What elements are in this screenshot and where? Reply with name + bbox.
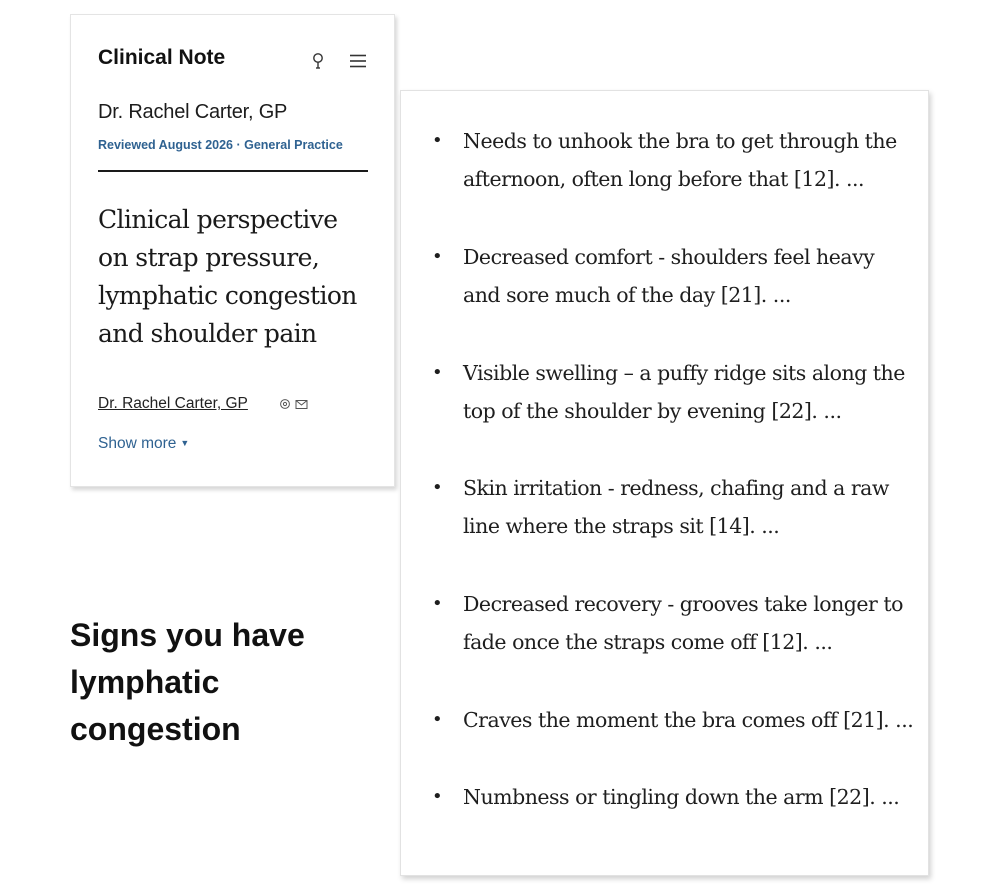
list-item [432, 778, 933, 816]
bullet-icon: • [432, 709, 443, 730]
show-more-label: Show more [98, 435, 177, 452]
author-name: Dr. Rachel Carter, GP [98, 101, 288, 123]
list-item-text: Craves the moment the bra comes off [21]. ... [463, 708, 914, 732]
bullet-icon: • [432, 477, 443, 498]
signs-heading: Signs you have lymphatic congestion [70, 617, 305, 747]
list-item-text: Visible swelling – a puffy ridge sits along the top of the shoulder by evening [22]. ... [463, 361, 905, 423]
list-item-text: Decreased recovery - grooves take longer to fade once the straps come off [12]. ... [463, 592, 903, 654]
bullet-icon: • [432, 362, 443, 383]
list-item-text: Skin irritation - redness, chafing and a raw line where the straps sit [14]. ... [463, 476, 889, 538]
list-item [432, 238, 913, 314]
menu-icon[interactable] [347, 51, 369, 71]
target-icon[interactable] [279, 397, 291, 415]
list-item-text: Decreased comfort - shoulders feel heavy and sore much of the day [21]. ... [463, 245, 875, 307]
list-item [432, 122, 913, 198]
byline-icons [279, 397, 308, 415]
show-more-button[interactable] [98, 435, 189, 453]
bullet-icon: • [432, 786, 443, 807]
caret-down-icon: ▼ [180, 438, 190, 448]
bullet-icon: • [432, 130, 443, 151]
divider [98, 170, 368, 172]
bullet-icon: • [432, 246, 443, 267]
mail-icon[interactable] [295, 397, 308, 415]
reviewed-date: Reviewed August 2026 · General Practice [98, 138, 343, 152]
list-item [432, 469, 913, 545]
card-title: Clinical Note [98, 46, 226, 69]
list-item-text: Numbness or tingling down the arm [22]. ... [463, 785, 900, 809]
author-byline-link[interactable]: Dr. Rachel Carter, GP [98, 395, 248, 412]
list-item [432, 354, 913, 430]
clinical-note-card [70, 14, 395, 487]
signs-list-panel [400, 90, 929, 876]
list-item-text: Needs to unhook the bra to get through the afternoon, often long before that [12]. ... [463, 129, 897, 191]
lightbulb-icon[interactable] [307, 51, 329, 71]
list-item [432, 585, 913, 661]
list-item [432, 701, 933, 739]
bullet-icon: • [432, 593, 443, 614]
article-headline: Clinical perspective on strap pressure, lymphatic congestion and shoulder pain [98, 205, 357, 348]
